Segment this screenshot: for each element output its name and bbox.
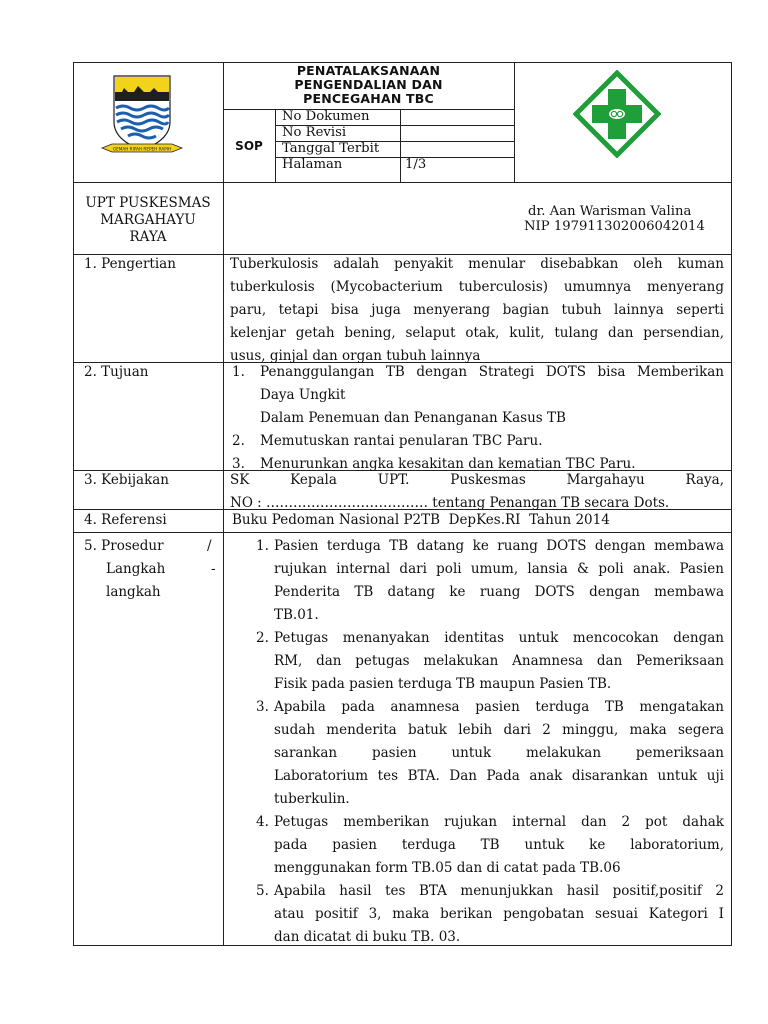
- prosedur-label: 5. Prosedur: [84, 538, 164, 554]
- prosedur-5-line: atau positif 3, maka berikan pengobatan sesuai Kategori I: [274, 906, 724, 922]
- referensi-text: Buku Pedoman Nasional P2TB DepKes.RI Tahun 2014: [232, 512, 610, 528]
- puskesmas-line-1: UPT PUSKESMAS: [85, 195, 211, 211]
- prosedur-num-2: 2.: [256, 630, 269, 646]
- signer-nip: NIP 197911302006042014: [524, 219, 705, 234]
- prosedur-langkah-2: langkah: [106, 584, 161, 600]
- prosedur-1-line: rujukan internal dari poli umum, lansia & poli anak. Pasien: [274, 561, 724, 577]
- tanggal-terbit-label: Tanggal Terbit: [282, 141, 380, 156]
- puskesmas-line-2: MARGAHAYU: [100, 212, 196, 228]
- prosedur-num-1: 1.: [256, 538, 269, 554]
- prosedur-2-line: Petugas menanyakan identitas untuk mencocokan dengan: [274, 630, 724, 646]
- title-line-3: PENCEGAHAN TBC: [303, 91, 434, 106]
- tujuan-item-1-line-2: Daya Ungkit: [260, 387, 346, 403]
- prosedur-4-line: Petugas memberikan rujukan internal dan 2 pot dahak: [274, 814, 724, 830]
- prosedur-num-4: 4.: [256, 814, 269, 830]
- kebijakan-line-2: NO : ……………………………… tentang Penangan TB secara Dots.: [230, 495, 670, 511]
- pengertian-line: kelenjar getah bening, selaput otak, kulit, tulang dan persendian,: [230, 325, 724, 341]
- puskesmas-line-3: RAYA: [129, 229, 167, 245]
- prosedur-4-line: pada pasien terduga TB untuk ke laboratorium,: [274, 837, 724, 853]
- prosedur-5-line: dan dicatat di buku TB. 03.: [274, 929, 461, 945]
- prosedur-2-line: RM, dan petugas melakukan Anamnesa dan Pemeriksaan: [274, 653, 724, 669]
- prosedur-3-line: tuberkulin.: [274, 791, 350, 807]
- puskesmas-name: [73, 195, 223, 246]
- tujuan-item-3: Menurunkan angka kesakitan dan kematian TBC Paru.: [260, 456, 636, 472]
- pengertian-line: usus, ginjal dan organ tubuh lainnya: [230, 348, 481, 364]
- signer-name: dr. Aan Warisman Valina: [528, 204, 692, 219]
- referensi-label: 4. Referensi: [84, 512, 167, 528]
- prosedur-1-line: Pasien terduga TB datang ke ruang DOTS dengan membawa: [274, 538, 724, 554]
- prosedur-3-line: sarankan pasien untuk melakukan pemeriksaan: [274, 745, 724, 761]
- prosedur-3-line: Apabila pada anamnesa pasien terduga TB mengatakan: [274, 699, 724, 715]
- title-line-2: PENGENDALIAN DAN: [294, 77, 443, 92]
- sop-label: SOP: [235, 139, 263, 153]
- tujuan-label: 2. Tujuan: [84, 364, 149, 380]
- kebijakan-line-1: SK Kepala UPT. Puskesmas Margahayu Raya,: [230, 472, 724, 488]
- prosedur-1-line: TB.01.: [274, 607, 319, 623]
- tujuan-item-2: Memutuskan rantai penularan TBC Paru.: [260, 433, 543, 449]
- kebijakan-label: 3. Kebijakan: [84, 472, 170, 488]
- tujuan-num-1: 1.: [232, 364, 245, 380]
- tujuan-num-3: 3.: [232, 456, 245, 472]
- prosedur-2-line: Fisik pada pasien terduga TB maupun Pasien TB.: [274, 676, 612, 692]
- prosedur-4-line: menggunakan form TB.05 dan di catat pada TB.06: [274, 860, 621, 876]
- puskesmas-logo: [573, 70, 661, 158]
- prosedur-langkah: Langkah: [106, 561, 166, 577]
- no-dokumen-label: No Dokumen: [282, 109, 370, 124]
- prosedur-1-line: Penderita TB datang ke ruang DOTS dengan membawa: [274, 584, 724, 600]
- pengertian-line: Tuberkulosis adalah penyakit menular disebabkan oleh kuman: [230, 256, 724, 272]
- prosedur-3-line: Laboratorium tes BTA. Dan Pada anak disarankan untuk uji: [274, 768, 724, 784]
- svg-text:GEMAH RIPAH REPEH RAPIH: GEMAH RIPAH REPEH RAPIH: [112, 146, 172, 152]
- prosedur-dash: -: [211, 561, 216, 577]
- halaman-label: Halaman: [282, 157, 343, 172]
- pengertian-label: 1. Pengertian: [84, 256, 176, 272]
- tujuan-num-2: 2.: [232, 433, 245, 449]
- pengertian-text: [230, 253, 724, 368]
- tujuan-item-1-line-3: Dalam Penemuan dan Penanganan Kasus TB: [260, 410, 566, 426]
- pengertian-line: paru, tetapi bisa juga menyerang bagian tubuh lainnya seperti: [230, 302, 724, 318]
- document-title: [223, 64, 514, 106]
- pengertian-line: tuberkulosis (Mycobacterium tuberculosis) umumnya menyerang: [230, 279, 724, 295]
- city-emblem-logo: [98, 70, 186, 160]
- prosedur-slash: /: [207, 538, 212, 554]
- prosedur-num-3: 3.: [256, 699, 269, 715]
- tujuan-item-1-line-1: Penanggulangan TB dengan Strategi DOTS bisa Memberikan: [260, 364, 724, 380]
- prosedur-5-line: Apabila hasil tes BTA menunjukkan hasil positif,positif 2: [274, 883, 724, 899]
- prosedur-num-5: 5.: [256, 883, 269, 899]
- title-line-1: PENATALAKSANAAN: [296, 63, 441, 78]
- halaman-value: 1/3: [405, 157, 427, 172]
- prosedur-3-line: sudah menderita batuk lebih dari 2 minggu, maka segera: [274, 722, 724, 738]
- no-revisi-label: No Revisi: [282, 125, 347, 140]
